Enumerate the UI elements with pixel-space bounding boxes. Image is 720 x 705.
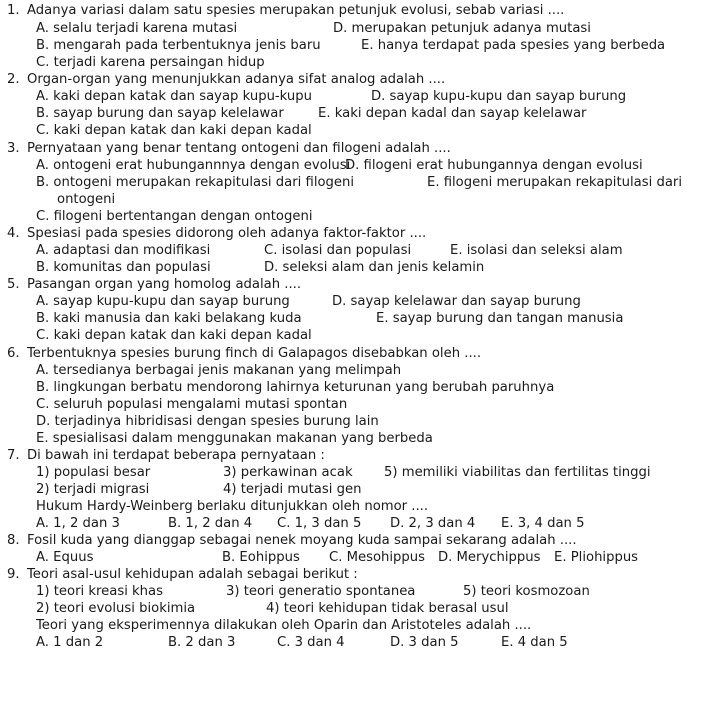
q5-number: 5. xyxy=(7,277,20,292)
q3-option-e: E. filogeni merupakan rekapitulasi dari xyxy=(427,175,682,190)
q6-option-b: B. lingkungan berbatu mendorong lahirnya keturunan yang berubah paruhnya xyxy=(36,380,555,395)
q3-stem: Pernyataan yang benar tentang ontogeni dan filogeni adalah .... xyxy=(27,141,451,156)
q7-option-e: E. 3, 4 dan 5 xyxy=(501,516,585,531)
q3-option-a: A. ontogeni erat hubungannnya dengan evolusi xyxy=(36,158,351,173)
q5-option-c: C. kaki depan katak dan kaki depan kadal xyxy=(36,328,312,343)
q2-option-d: D. sayap kupu-kupu dan sayap burung xyxy=(371,89,627,104)
q9-number: 9. xyxy=(7,567,20,582)
q9-option-e: E. 4 dan 5 xyxy=(501,635,568,650)
q4-option-c: C. isolasi dan populasi xyxy=(264,243,412,258)
q9-option-a: A. 1 dan 2 xyxy=(36,635,104,650)
q7-statement-5: 5) memiliki viabilitas dan fertilitas tinggi xyxy=(384,465,651,480)
q7-option-c: C. 1, 3 dan 5 xyxy=(277,516,362,531)
q8-option-d: D. Merychippus xyxy=(438,550,541,565)
q3-option-d: D. filogeni erat hubungannya dengan evolusi xyxy=(345,158,643,173)
q9-statement-2: 2) teori evolusi biokimia xyxy=(36,601,196,616)
q5-option-b: B. kaki manusia dan kaki belakang kuda xyxy=(36,311,302,326)
q4-option-e: E. isolasi dan seleksi alam xyxy=(450,243,623,258)
q4-number: 4. xyxy=(7,226,20,241)
q8-option-c: C. Mesohippus xyxy=(329,550,426,565)
q1-option-b: B. mengarah pada terbentuknya jenis baru xyxy=(36,38,321,53)
q1-option-e: E. hanya terdapat pada spesies yang berbeda xyxy=(361,38,666,53)
q7-subquestion: Hukum Hardy-Weinberg berlaku ditunjukkan oleh nomor .... xyxy=(36,499,429,514)
q5-option-e: E. sayap burung dan tangan manusia xyxy=(376,311,624,326)
q8-number: 8. xyxy=(7,533,20,548)
q2-option-e: E. kaki depan kadal dan sayap kelelawar xyxy=(318,106,587,121)
q9-subquestion: Teori yang eksperimennya dilakukan oleh Oparin dan Aristoteles adalah .... xyxy=(36,618,532,633)
q7-statement-1: 1) populasi besar xyxy=(36,465,151,480)
q4-option-a: A. adaptasi dan modifikasi xyxy=(36,243,211,258)
q8-option-b: B. Eohippus xyxy=(222,550,300,565)
q3-number: 3. xyxy=(7,141,20,156)
q9-option-c: C. 3 dan 4 xyxy=(277,635,345,650)
q6-option-a: A. tersedianya berbagai jenis makanan yang melimpah xyxy=(36,363,402,378)
q5-stem: Pasangan organ yang homolog adalah .... xyxy=(27,277,302,292)
q9-option-b: B. 2 dan 3 xyxy=(168,635,236,650)
q6-stem: Terbentuknya spesies burung finch di Galapagos disebabkan oleh .... xyxy=(27,346,482,361)
q9-statement-1: 1) teori kreasi khas xyxy=(36,584,163,599)
q6-option-c: C. seluruh populasi mengalami mutasi spontan xyxy=(36,397,348,412)
q7-stem: Di bawah ini terdapat beberapa pernyataan : xyxy=(27,448,325,463)
q8-stem: Fosil kuda yang dianggap sebagai nenek moyang kuda sampai sekarang adalah .... xyxy=(27,533,577,548)
q1-number: 1. xyxy=(7,3,20,18)
q3-option-c: C. filogeni bertentangan dengan ontogeni xyxy=(36,209,313,224)
q4-stem: Spesiasi pada spesies didorong oleh adanya faktor-faktor .... xyxy=(27,226,427,241)
q5-option-d: D. sayap kelelawar dan sayap burung xyxy=(332,294,581,309)
q5-option-a: A. sayap kupu-kupu dan sayap burung xyxy=(36,294,290,309)
q6-option-e: E. spesialisasi dalam menggunakan makanan yang berbeda xyxy=(36,431,433,446)
q3-option-b-continued: ontogeni xyxy=(57,192,116,207)
q1-option-a: A. selalu terjadi karena mutasi xyxy=(36,21,238,36)
q6-option-d: D. terjadinya hibridisasi dengan spesies burung lain xyxy=(36,414,379,429)
q1-option-d: D. merupakan petunjuk adanya mutasi xyxy=(333,21,591,36)
q7-number: 7. xyxy=(7,448,20,463)
q2-option-a: A. kaki depan katak dan sayap kupu-kupu xyxy=(36,89,313,104)
q8-option-e: E. Pliohippus xyxy=(554,550,639,565)
q4-option-d: D. seleksi alam dan jenis kelamin xyxy=(264,260,485,275)
q3-option-b: B. ontogeni merupakan rekapitulasi dari filogeni xyxy=(36,175,355,190)
q1-stem: Adanya variasi dalam satu spesies merupakan petunjuk evolusi, sebab variasi .... xyxy=(27,3,565,18)
q7-statement-4: 4) terjadi mutasi gen xyxy=(223,482,362,497)
q7-option-b: B. 1, 2 dan 4 xyxy=(168,516,253,531)
q2-option-c: C. kaki depan katak dan kaki depan kadal xyxy=(36,123,312,138)
q6-number: 6. xyxy=(7,346,20,361)
q9-option-d: D. 3 dan 5 xyxy=(390,635,459,650)
q7-option-a: A. 1, 2 dan 3 xyxy=(36,516,120,531)
q2-stem: Organ-organ yang menunjukkan adanya sifat analog adalah .... xyxy=(27,72,446,87)
q2-option-b: B. sayap burung dan sayap kelelawar xyxy=(36,106,284,121)
q7-option-d: D. 2, 3 dan 4 xyxy=(390,516,476,531)
q9-statement-4: 4) teori kehidupan tidak berasal usul xyxy=(266,601,509,616)
q9-statement-3: 3) teori generatio spontanea xyxy=(226,584,416,599)
q7-statement-2: 2) terjadi migrasi xyxy=(36,482,150,497)
q7-statement-3: 3) perkawinan acak xyxy=(223,465,353,480)
q9-statement-5: 5) teori kosmozoan xyxy=(463,584,590,599)
q8-option-a: A. Equus xyxy=(36,550,94,565)
q1-option-c: C. terjadi karena persaingan hidup xyxy=(36,55,265,70)
q2-number: 2. xyxy=(7,72,20,87)
q9-stem: Teori asal-usul kehidupan adalah sebagai berikut : xyxy=(27,567,358,582)
q4-option-b: B. komunitas dan populasi xyxy=(36,260,211,275)
